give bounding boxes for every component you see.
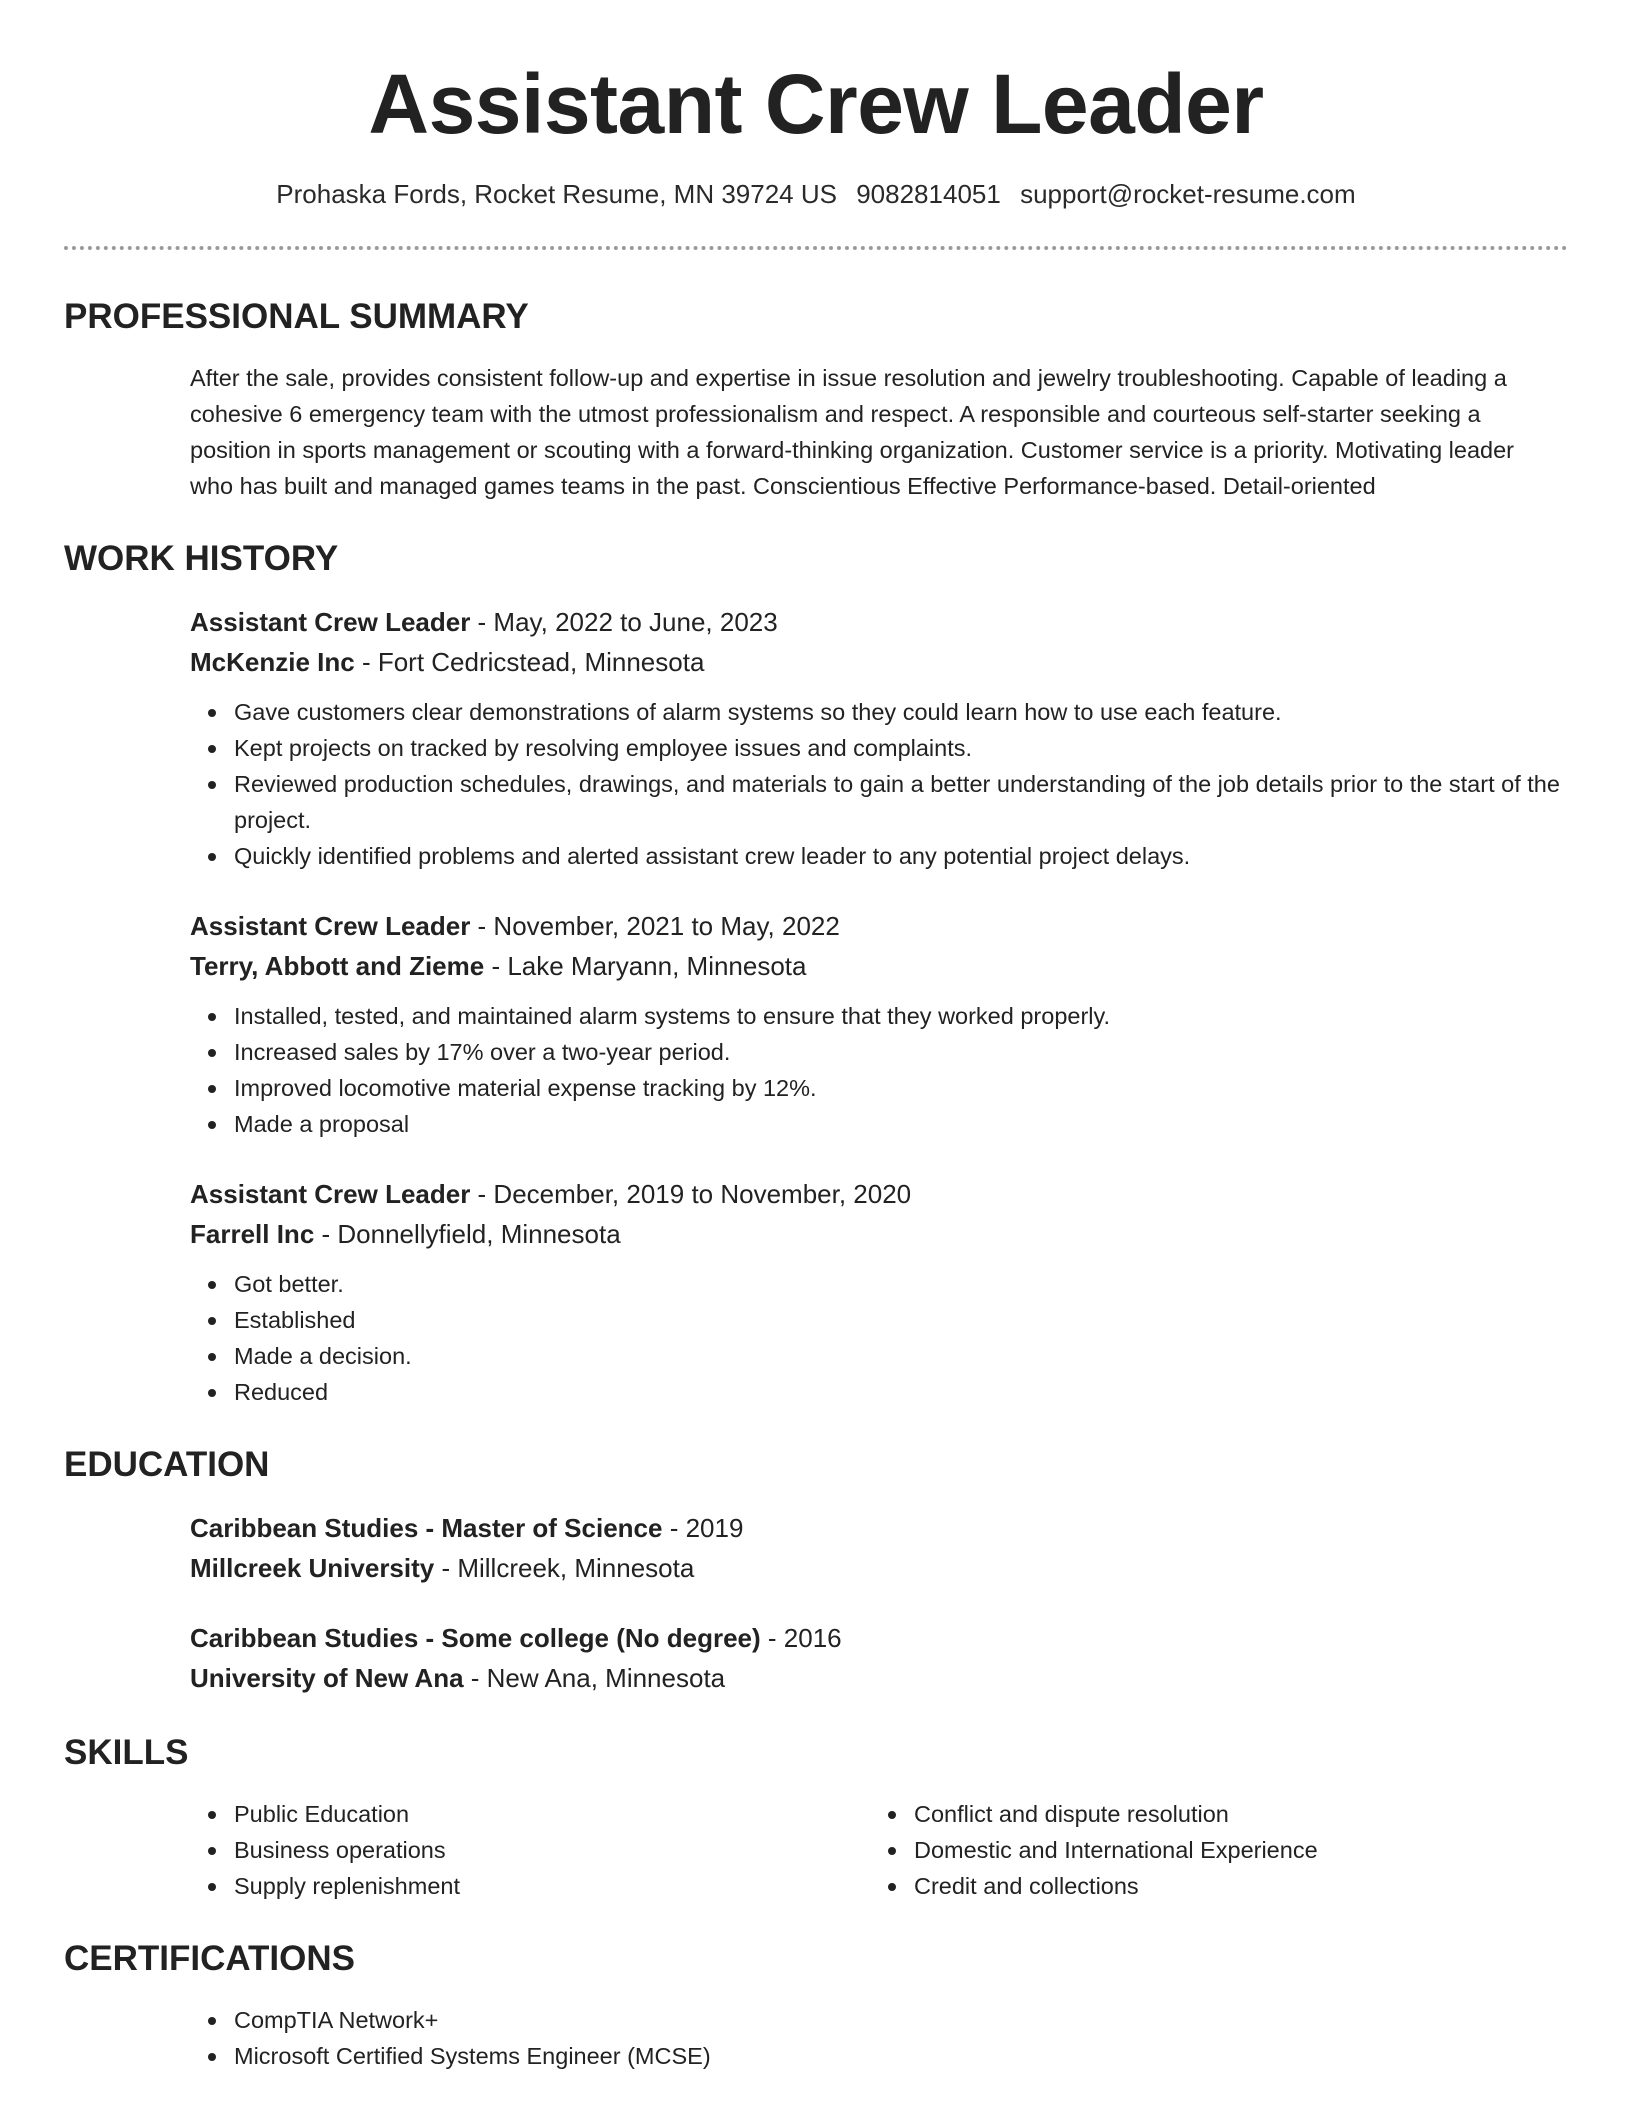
skill-item: Business operations [190,1832,870,1868]
bullet-item: Made a proposal [190,1106,1568,1142]
skills-grid [190,1796,1568,1904]
skills-column-right [870,1796,1550,1904]
contact-line [64,178,1568,212]
certifications-body [190,2002,1568,2074]
degree-name: Caribbean Studies - Some college (No degree) [190,1623,761,1654]
bullet-item: Kept projects on tracked by resolving employee issues and complaints. [190,730,1568,766]
job-dates: - December, 2019 to November, 2020 [470,1179,912,1210]
job-role: Assistant Crew Leader [190,607,471,638]
bullet-item: Got better. [190,1266,1568,1302]
job-location: - Donnellyfield, Minnesota [314,1219,621,1250]
degree-line [190,1508,1568,1548]
skill-item: Conflict and dispute resolution [870,1796,1550,1832]
job-company-line [190,946,1568,986]
education-list [190,1508,1568,1698]
bullet-item: Reviewed production schedules, drawings, and materials to gain a better understanding of the job details prior to the start of the project. [190,766,1568,838]
job-bullets [190,1266,1568,1410]
contact-address: Prohaska Fords, Rocket Resume, MN 39724 US [276,179,837,210]
skill-item: Supply replenishment [190,1868,870,1904]
degree-year: - 2016 [760,1623,842,1654]
school-name: University of New Ana [190,1663,464,1694]
job-bullets [190,694,1568,874]
certification-item: Microsoft Certified Systems Engineer (MCSE) [190,2038,1568,2074]
resume-page [64,0,1568,2074]
education-entry [190,1508,1568,1588]
section-title-education: EDUCATION [64,1445,270,1485]
job-role: Assistant Crew Leader [190,911,471,942]
bullet-item: Installed, tested, and maintained alarm systems to ensure that they worked properly. [190,998,1568,1034]
job-company: McKenzie Inc [190,647,355,678]
job-entry [190,1174,1568,1410]
bullet-item: Made a decision. [190,1338,1568,1374]
skills-column-left [190,1796,870,1904]
job-bullets [190,998,1568,1142]
header-divider [64,246,1568,250]
bullet-item: Increased sales by 17% over a two-year period. [190,1034,1568,1070]
job-entry [190,602,1568,874]
job-company-line [190,1214,1568,1254]
skill-item: Credit and collections [870,1868,1550,1904]
degree-name: Caribbean Studies - Master of Science [190,1513,663,1544]
job-role: Assistant Crew Leader [190,1179,471,1210]
school-location: - New Ana, Minnesota [463,1663,726,1694]
job-location: - Lake Maryann, Minnesota [484,951,807,982]
job-company: Farrell Inc [190,1219,315,1250]
bullet-item: Established [190,1302,1568,1338]
job-dates: - November, 2021 to May, 2022 [470,911,840,942]
work-history [190,602,1568,1410]
job-title-line [190,906,1568,946]
contact-phone: 9082814051 [856,179,1001,210]
education-entry [190,1618,1568,1698]
contact-email: support@rocket-resume.com [1020,179,1356,210]
job-dates: - May, 2022 to June, 2023 [470,607,778,638]
degree-line [190,1618,1568,1658]
degree-year: - 2019 [662,1513,744,1544]
bullet-item: Improved locomotive material expense tracking by 12%. [190,1070,1568,1106]
school-line [190,1548,1568,1588]
skill-item: Public Education [190,1796,870,1832]
skills-body [190,1796,1568,1904]
skill-item: Domestic and International Experience [870,1832,1550,1868]
candidate-name: Assistant Crew Leader [368,57,1264,151]
bullet-item: Gave customers clear demonstrations of alarm systems so they could learn how to use each feature. [190,694,1568,730]
section-title-summary: PROFESSIONAL SUMMARY [64,297,529,337]
job-location: - Fort Cedricstead, Minnesota [354,647,705,678]
job-company-line [190,642,1568,682]
school-location: - Millcreek, Minnesota [434,1553,695,1584]
section-title-skills: SKILLS [64,1733,189,1773]
bullet-item: Reduced [190,1374,1568,1410]
job-company: Terry, Abbott and Zieme [190,951,485,982]
summary-body [190,360,1568,504]
certification-item: CompTIA Network+ [190,2002,1568,2038]
job-title-line [190,602,1568,642]
section-title-work: WORK HISTORY [64,539,339,579]
section-title-certifications: CERTIFICATIONS [64,1939,356,1979]
bullet-item: Quickly identified problems and alerted assistant crew leader to any potential project delays. [190,838,1568,874]
school-line [190,1658,1568,1698]
school-name: Millcreek University [190,1553,435,1584]
job-entry [190,906,1568,1142]
summary-text: After the sale, provides consistent follow-up and expertise in issue resolution and jewelry troubleshooting. Capable of leading a cohesive 6 emergency team with the utmost professionalism and respect. A responsible and courteous self-starter seeking a position in sports management or scouting with a forward-thinking organization. Customer service is a priority. Motivating leader who has built and managed games teams in the past. Conscientious Effective Performance-based. Detail-oriented [190,365,1515,500]
job-title-line [190,1174,1568,1214]
certifications-list [190,2002,1568,2074]
